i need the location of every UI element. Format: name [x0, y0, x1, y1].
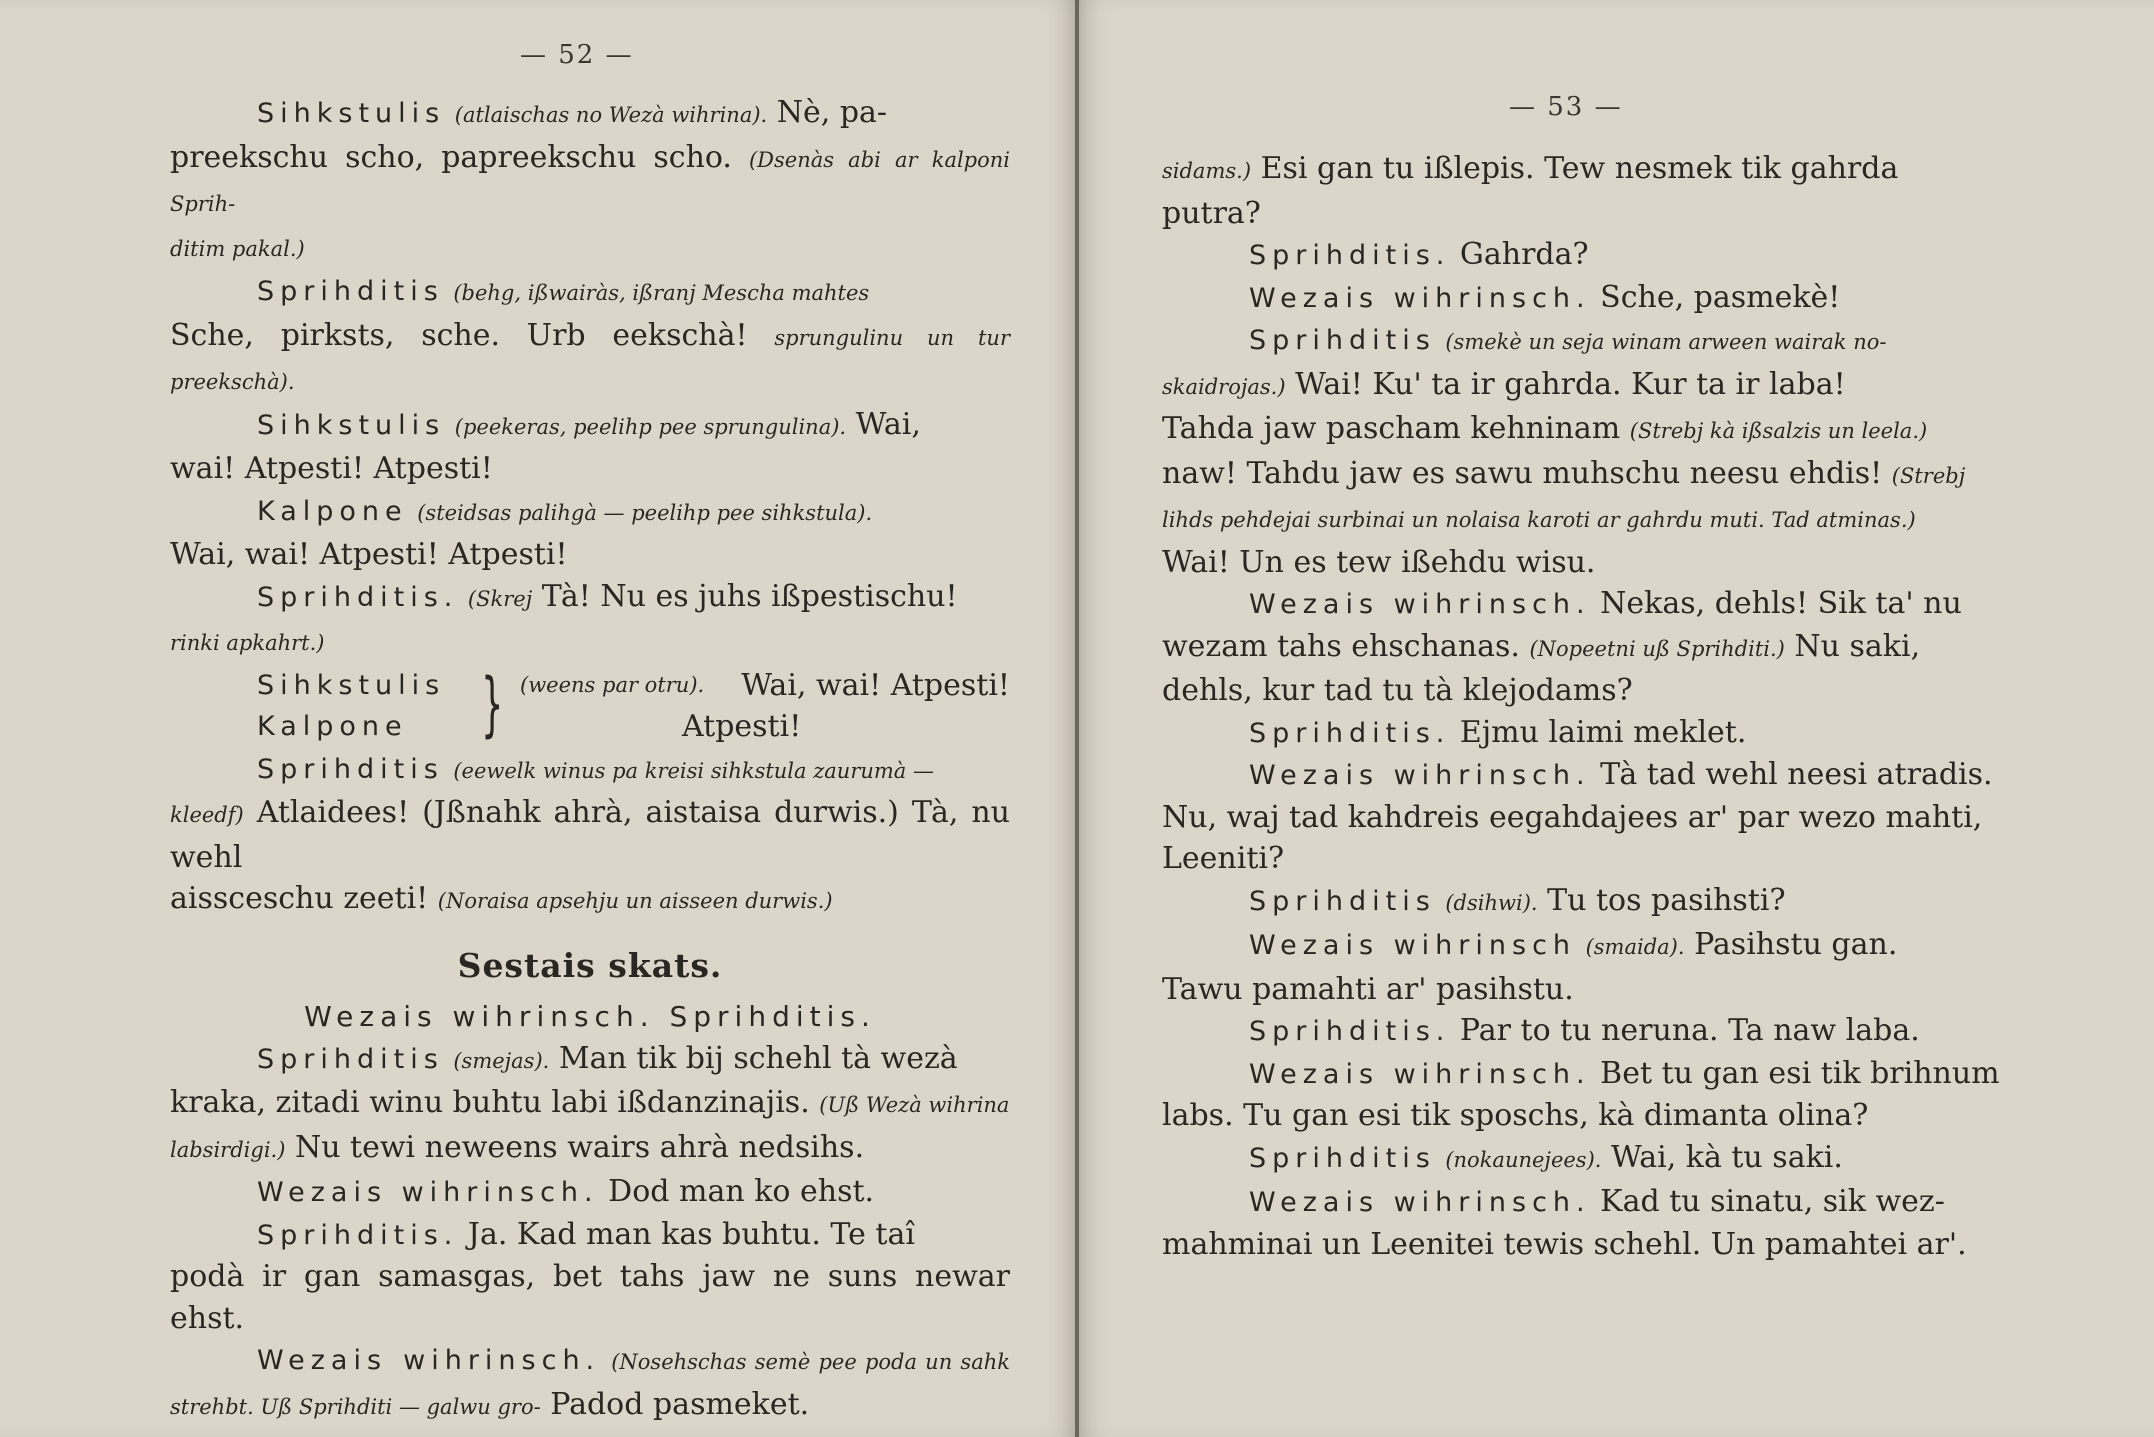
text-line [170, 534, 1010, 576]
text-line [170, 92, 1010, 137]
text-line [1162, 583, 2002, 626]
text-line [170, 1038, 1010, 1083]
text-line [170, 1339, 1010, 1428]
duo-speech [170, 662, 1010, 748]
speaker-name: Wezais wihrinsch [1249, 930, 1577, 961]
dialogue-text: dehls, kur tad tu tà klejodams? [1162, 673, 1633, 708]
dialogue-text: putra? [1162, 195, 1261, 231]
text-line [170, 404, 1010, 449]
text-line [170, 576, 1010, 621]
text-line [1162, 1095, 2002, 1137]
stage-direction: (smaida). [1585, 935, 1685, 959]
dialogue-text: Tahda jaw pascham kehninam [1162, 411, 1621, 446]
right-page-text [1162, 148, 2002, 1265]
dialogue-text: Tà tad wehl neesi atradis. [1600, 757, 1993, 792]
text-line [170, 270, 1010, 315]
dialogue-text: wezam tahs ehschanas. [1162, 628, 1520, 664]
stage-direction: (Strebj [1891, 463, 1966, 488]
speaker-name: Sprihditis. [1249, 240, 1451, 271]
dialogue-text: Man tik bij schehl tà wezà [558, 1040, 958, 1076]
dialogue-text: preekschu scho, papreekschu scho. [170, 139, 732, 175]
speaker-name: Sprihditis. [257, 1219, 459, 1251]
stage-direction: (peekeras, peelihp pee sprungulina). [454, 414, 847, 439]
text-line [1162, 1224, 2002, 1266]
speaker-name: Wezais wihrinsch. [257, 1177, 599, 1208]
dialogue-text: Wai! Ku' ta ir gahrda. Kur ta ir laba! [1295, 366, 1846, 402]
dialogue-text: kraka, zitadi winu buhtu labi ißdanzinajis. [170, 1085, 810, 1120]
text-line [1162, 193, 2002, 235]
dialogue-text: Sche, pasmekè! [1600, 279, 1841, 315]
dialogue-text: Leeniti? [1162, 841, 1285, 876]
text-line [170, 1214, 1010, 1257]
speaker-name: Wezais wihrinsch. [1249, 589, 1591, 620]
text-line [170, 748, 1010, 793]
stage-direction: lihds pehdejai surbinai un nolaisa karoti ar gahrdu muti. Tad atminas.) [1162, 508, 1916, 532]
text-line [1162, 542, 2002, 584]
stage-direction: skaidrojas.) [1162, 374, 1286, 399]
dialogue-text: Bet tu gan esi tik brihnum [1600, 1055, 2000, 1091]
dialogue-text: Nekas, dehls! Sik ta' nu [1600, 586, 1962, 621]
text-line [1162, 838, 2002, 880]
stage-direction: (behg, ißwairàs, ißranj Mescha mahtes [453, 281, 870, 305]
dialogue-text: Par to tu neruna. Ta naw laba. [1459, 1013, 1920, 1048]
speaker-name: Kalpone [257, 710, 408, 742]
speaker-name: Sprihditis [1249, 325, 1436, 356]
text-line [1162, 924, 2002, 969]
speaker-name: Wezais wihrinsch. [257, 1345, 601, 1376]
dialogue-text: aissceschu zeeti! [170, 881, 429, 916]
page-number: — 52 — [520, 40, 634, 70]
scene-heading: Sestais skats. [457, 945, 723, 985]
dialogue-text: Nè, pa- [776, 95, 888, 130]
dialogue-text: Dod man ko ehst. [608, 1174, 875, 1209]
brace-mark: } [481, 662, 504, 745]
stage-direction: (Nosehschas semè pee poda un sahk strehbt. Uß Sprihditi — galwu gro- [170, 1350, 1010, 1419]
right-page [1079, 0, 2154, 1437]
dialogue-text: Ja. Kad man kas buhtu. Te taî [467, 1216, 915, 1252]
stage-direction: (smejas). [453, 1048, 550, 1073]
text-line [1162, 969, 2002, 1011]
dialogue-text: Gahrda? [1459, 237, 1589, 272]
text-line [170, 448, 1010, 490]
speaker-name: Sprihditis [1249, 1142, 1436, 1174]
stage-direction: rinki apkahrt.) [170, 631, 325, 655]
text-line [1162, 234, 2002, 277]
text-line [170, 315, 1010, 404]
speaker-name: Sihkstulis [257, 669, 446, 701]
text-line [1162, 626, 2002, 671]
stage-direction: (Noraisa apsehju un aisseen durwis.) [437, 889, 833, 913]
left-page-text [170, 92, 1010, 1428]
speaker-name: Sprihditis [257, 753, 444, 785]
stage-direction: sidams.) [1162, 159, 1252, 183]
dialogue-text: Wai, wai! Atpesti! Atpesti! [170, 537, 568, 572]
dialogue-text: Atpesti! [682, 708, 802, 744]
text-line [170, 1082, 1010, 1127]
page-number: — 53 — [1509, 92, 1623, 122]
text-line [1162, 408, 2002, 453]
text-line [1162, 319, 2002, 364]
dialogue-text: mahminai un Leenitei tewis schehl. Un pamahtei ar'. [1162, 1226, 1967, 1262]
text-line [170, 490, 1010, 535]
text-line [1162, 1010, 2002, 1053]
stage-direction: (eewelk winus pa kreisi sihkstula zaurumà — [453, 758, 934, 783]
speaker-name: Wezais wihrinsch. [1249, 760, 1591, 791]
dialogue-text: naw! Tahdu jaw es sawu muhschu neesu ehdis! [1162, 455, 1883, 491]
stage-direction: (nokaunejees). [1445, 1147, 1602, 1172]
dialogue-text: Sche, pirksts, sche. Urb eekschà! [170, 317, 748, 353]
text-line [1162, 148, 2002, 193]
stage-direction: sprungulinu un tur preekschà). [170, 325, 1010, 394]
dialogue-text: Tawu pamahti ar' pasihstu. [1162, 971, 1574, 1007]
dialogue-text: Nu saki, [1794, 628, 1921, 664]
stage-direction: (Uß Wezà wihrina [819, 1093, 1010, 1117]
text-line [170, 620, 1010, 665]
dialogue-text: Tu tos pasihsti? [1547, 882, 1786, 918]
stage-direction: (smekè un seja winam arween wairak no- [1445, 330, 1887, 354]
stage-direction: (Nopeetni uß Sprihditi.) [1529, 636, 1785, 661]
dialogue-text: podà ir gan samasgas, bet tahs jaw ne suns newar ehst. [170, 1259, 1010, 1336]
speaker-name: Sprihditis. [1249, 717, 1451, 749]
text-line [1162, 1053, 2002, 1096]
text-line [170, 137, 1010, 226]
dialogue-text: labs. Tu gan esi tik sposchs, kà dimanta olina? [1162, 1098, 1869, 1133]
dialogue-text: Nu tewi neweens wairs ahrà nedsihs. [294, 1129, 865, 1165]
speaker-name: Sihkstulis [257, 409, 446, 441]
text-line [1162, 712, 2002, 755]
speaker-name: Sprihditis [257, 1043, 444, 1075]
stage-direction: (dsihwi). [1445, 890, 1538, 915]
dialogue-text: Padod pasmeket. [550, 1386, 810, 1422]
stage-direction: (steidsas palihgà — peelihp pee sihkstula). [417, 500, 873, 525]
text-line [170, 1171, 1010, 1214]
text-line [170, 792, 1010, 878]
speaker-name: Sprihditis. [1249, 1016, 1451, 1047]
stage-direction: (Strebj kà ißsalzis un leela.) [1629, 419, 1928, 443]
speaker-name: Sihkstulis [257, 98, 446, 129]
speaker-name: Wezais wihrinsch. [1249, 1058, 1591, 1090]
stage-direction: (Skrej [467, 586, 533, 611]
dialogue-text: Tà! Nu es juhs ißpestischu! [541, 578, 958, 614]
text-line [1162, 277, 2002, 320]
stage-direction: (atlaischas no Wezà wihrina). [454, 103, 768, 127]
speaker-name: Wezais wihrinsch. [1249, 282, 1591, 314]
stage-direction: ditim pakal.) [170, 236, 305, 261]
dialogue-text: Esi gan tu ißlepis. Tew nesmek tik gahrda [1260, 151, 1899, 186]
text-line [1162, 364, 2002, 409]
dialogue-text: Atlaidees! (Jßnahk ahrà, aistaisa durwis.) Tà, nu wehl [170, 795, 1010, 875]
stage-direction: labsirdigi.) [170, 1137, 286, 1162]
text-line [170, 1127, 1010, 1172]
dialogue-text: Ejmu laimi meklet. [1459, 714, 1747, 750]
speaker-name: Sprihditis [257, 276, 444, 307]
dialogue-text: wai! Atpesti! Atpesti! [170, 451, 493, 486]
dialogue-text: Pasihstu gan. [1694, 927, 1898, 962]
text-line [1162, 797, 2002, 839]
dialogue-text: Wai, wai! Atpesti! [741, 667, 1010, 703]
dialogue-text: Nu, waj tad kahdreis eegahdajees ar' par wezo mahti, [1162, 799, 1983, 835]
speaker-name: Sprihditis. [257, 581, 459, 613]
text-line [1162, 754, 2002, 797]
text-line [1162, 1181, 2002, 1224]
speaker-name: Sprihditis [1249, 885, 1436, 917]
stage-direction: (weens par otru). [520, 672, 705, 697]
dialogue-text: Kad tu sinatu, sik wez- [1600, 1184, 1945, 1219]
text-line [1162, 497, 2002, 542]
speaker-name: Wezais wihrinsch. [1249, 1187, 1591, 1218]
text-line [170, 226, 1010, 271]
dialogue-text: Wai! Un es tew ißehdu wisu. [1162, 544, 1596, 580]
stage-direction: (Dsenàs abi ar kalponi Sprih- [170, 147, 1011, 216]
dialogue-text: Wai, [855, 406, 921, 442]
left-page [0, 0, 1075, 1437]
text-line [170, 878, 1010, 923]
text-line [1162, 1137, 2002, 1182]
text-line [1162, 453, 2002, 498]
dialogue-text: Wai, kà tu saki. [1611, 1139, 1843, 1175]
stage-direction: kleedf) [170, 803, 244, 827]
text-line [1162, 880, 2002, 925]
text-line [1162, 670, 2002, 712]
speaker-name: Kalpone [257, 495, 408, 527]
scene-cast: Wezais wihrinsch. Sprihditis. [304, 1000, 876, 1033]
text-line [170, 1256, 1010, 1339]
